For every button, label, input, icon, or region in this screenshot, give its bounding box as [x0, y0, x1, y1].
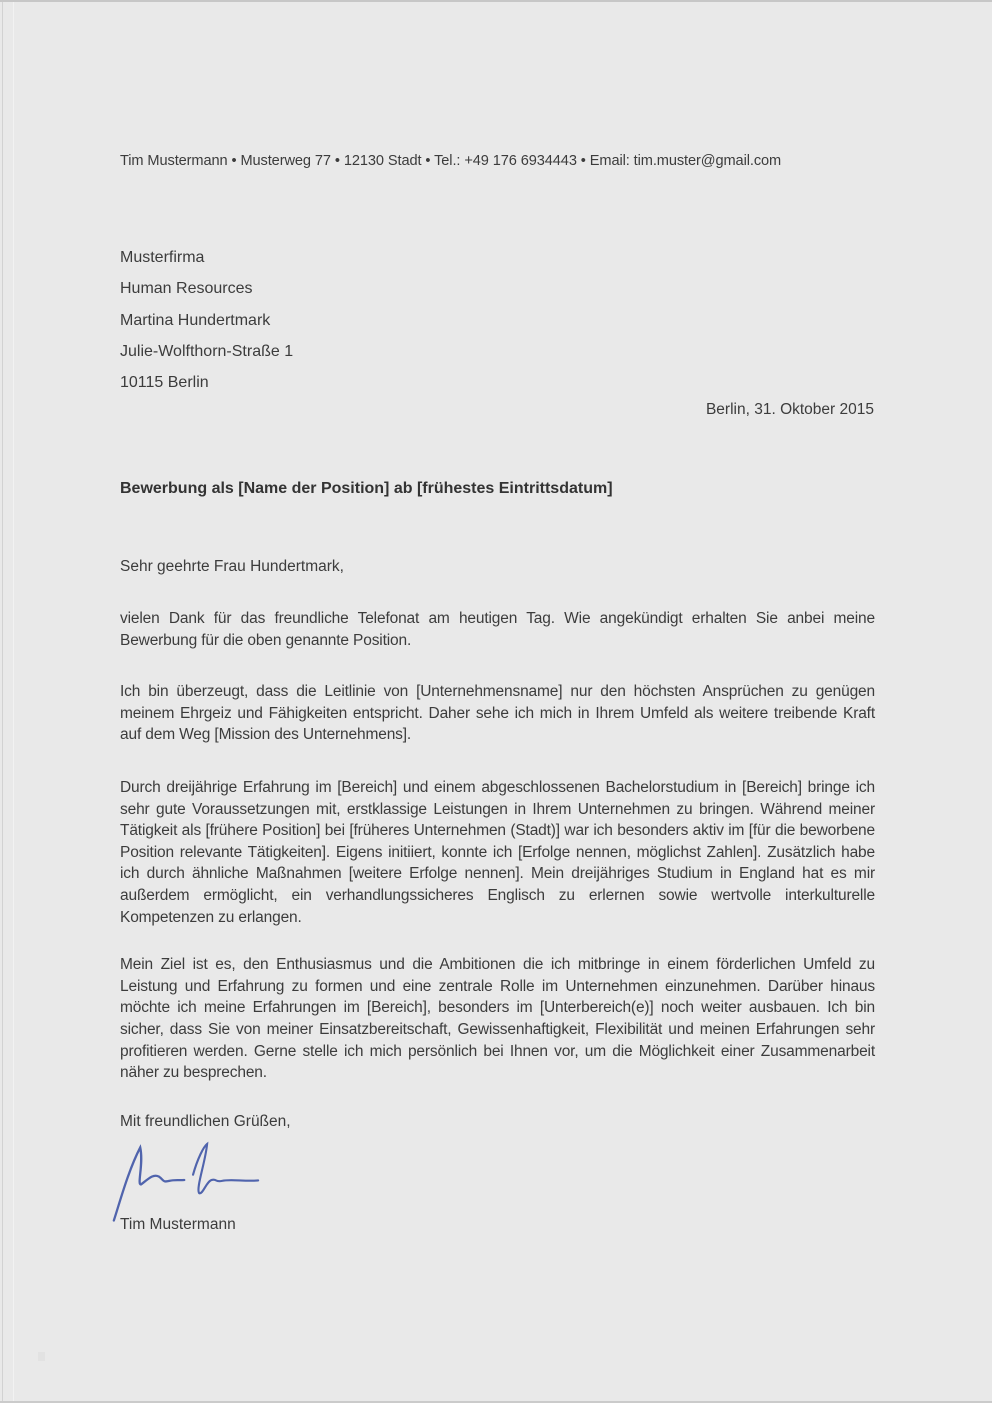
subject-line: Bewerbung als [Name der Position] ab [frühestes Eintrittsdatum] — [120, 480, 613, 497]
date-line: Berlin, 31. Oktober 2015 — [705, 401, 874, 418]
signer-name: Tim Mustermann — [120, 1216, 236, 1233]
paragraph-intro: vielen Dank für das freundliche Telefonat am heutigen Tag. Wie angekündigt erhalten Sie anbei meine Bewerbung für die oben genannte Position. — [120, 610, 875, 649]
sender-contact-line: Tim Mustermann • Musterweg 77 • 12130 Stadt • Tel.: +49 176 6934443 • Email: tim.muster@gmail.com — [120, 153, 782, 169]
salutation: Sehr geehrte Frau Hundertmark, — [120, 558, 344, 575]
scan-artifact — [38, 1352, 45, 1361]
recipient-company: Musterfirma — [120, 249, 205, 266]
closing-phrase: Mit freundlichen Grüßen, — [120, 1113, 291, 1130]
recipient-street: Julie-Wolfthorn-Straße 1 — [120, 342, 294, 360]
handwritten-signature — [106, 1136, 266, 1224]
letter-body — [120, 608, 875, 1084]
recipient-city: 10115 Berlin — [120, 374, 209, 392]
paragraph-goals: Mein Ziel ist es, den Enthusiasmus und die Ambitionen die ich mitbringe in einem förderlichen Umfeld zu Leistung und Erfahrung zu formen und eine zentrale Rolle im Unternehmen einzunehmen. Darüber hinaus möchte ich meine Erfahrungen im [Bereich], besonders im [Unterbereich(e)] noch weiter ausbauen. Ich bin sicher, dass Sie von meiner Einsatzbereitschaft, Gewissenhaftigkeit, Flexibilität und meinen Erfahrungen sehr profitieren werden. Gerne stelle ich mich persönlich bei Ihnen vor, um die Möglichkeit einer Zusammenarbeit näher zu besprechen. — [120, 956, 875, 1082]
recipient-department: Human Resources — [120, 280, 253, 298]
paragraph-motivation: Ich bin überzeugt, dass die Leitlinie von [Unternehmensname] nur den höchsten Ansprüchen zu genügen meinem Ehrgeiz und Fähigkeiten entspricht. Daher sehe ich mich in Ihrem Umfeld als weitere treibende Kraft auf dem Weg [Mission des Unternehmens]. — [120, 683, 875, 744]
paragraph-experience: Durch dreijährige Erfahrung im [Bereich] und einem abgeschlossenen Bachelorstudium in [Bereich] bringe ich sehr gute Voraussetzungen mit, erstklassige Leistungen in Ihrem Unternehmen zu bringen. Während meiner Tätigkeit als [frühere Position] bei [früheres Unternehmen (Stadt)] war ich besonders aktiv im [für die beworbene Position relevante Tätigkeiten]. Eigens initiiert, konnte ich [Erfolge nennen, möglichst Zahlen]. Zusätzlich habe ich durch ähnliche Maßnahmen [weitere Erfolge nennen]. Mein dreijähriges Studium in England hat es mir außerdem ermöglicht, ein verhandlungssicheres Englisch zu erlernen sowie wertvolle interkulturelle Kompetenzen zu erlangen. — [120, 778, 875, 926]
recipient-address-block — [120, 242, 293, 398]
recipient-contact-person: Martina Hundertmark — [120, 311, 271, 329]
